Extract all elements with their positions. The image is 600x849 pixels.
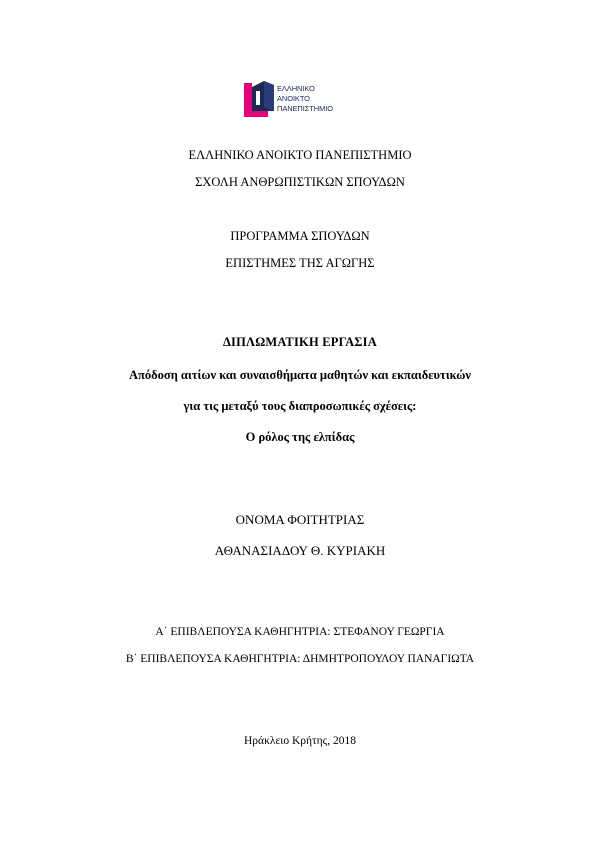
university-name: ΕΛΛΗΝΙΚΟ ΑΝΟΙΚΤΟ ΠΑΝΕΠΙΣΤΗΜΙΟ [188, 148, 412, 162]
logo-line-1: ΕΛΛΗΝΙΚΟ [277, 84, 315, 93]
student-name: ΑΘΑΝΑΣΙΑΔΟΥ Θ. ΚΥΡΙΑΚΗ [214, 543, 386, 558]
place-date: Ηράκλειο Κρήτης, 2018 [244, 735, 356, 747]
logo-line-3: ΠΑΝΕΠΙΣΤΗΜΙΟ [277, 104, 333, 113]
thesis-title-line-1: Απόδοση αιτίων και συναισθήματα μαθητών και εκπαιδευτικών [129, 368, 471, 382]
student-label: ΟΝΟΜΑ ΦΟΙΤΗΤΡΙΑΣ [235, 512, 365, 527]
logo-wordmark [277, 84, 333, 114]
program-name: ΕΠΙΣΤΗΜΕΣ ΤΗΣ ΑΓΩΓΗΣ [225, 256, 375, 270]
thesis-title-line-2: για τις μεταξύ τους διαπροσωπικές σχέσεις: [183, 399, 417, 413]
school-name: ΣΧΟΛΗ ΑΝΘΡΩΠΙΣΤΙΚΩΝ ΣΠΟΥΔΩΝ [195, 175, 405, 189]
second-supervisor: Β΄ ΕΠΙΒΛΕΠΟΥΣΑ ΚΑΘΗΓΗΤΡΙΑ: ΔΗΜΗΤΡΟΠΟΥΛΟΥ ΠΑΝΑΓΙΩΤΑ [125, 653, 475, 665]
eap-logo-icon [244, 81, 278, 117]
university-logo [244, 81, 354, 121]
first-supervisor: Α΄ ΕΠΙΒΛΕΠΟΥΣΑ ΚΑΘΗΓΗΤΡΙΑ: ΣΤΕΦΑΝΟΥ ΓΕΩΡΓΙΑ [155, 626, 445, 638]
program-label: ΠΡΟΓΡΑΜΜΑ ΣΠΟΥΔΩΝ [230, 229, 370, 243]
thesis-type: ΔΙΠΛΩΜΑΤΙΚΗ ΕΡΓΑΣΙΑ [223, 335, 377, 349]
thesis-title-line-3: Ο ρόλος της ελπίδας [245, 430, 355, 444]
logo-line-2: ΑΝΟΙΚΤΟ [277, 94, 310, 103]
